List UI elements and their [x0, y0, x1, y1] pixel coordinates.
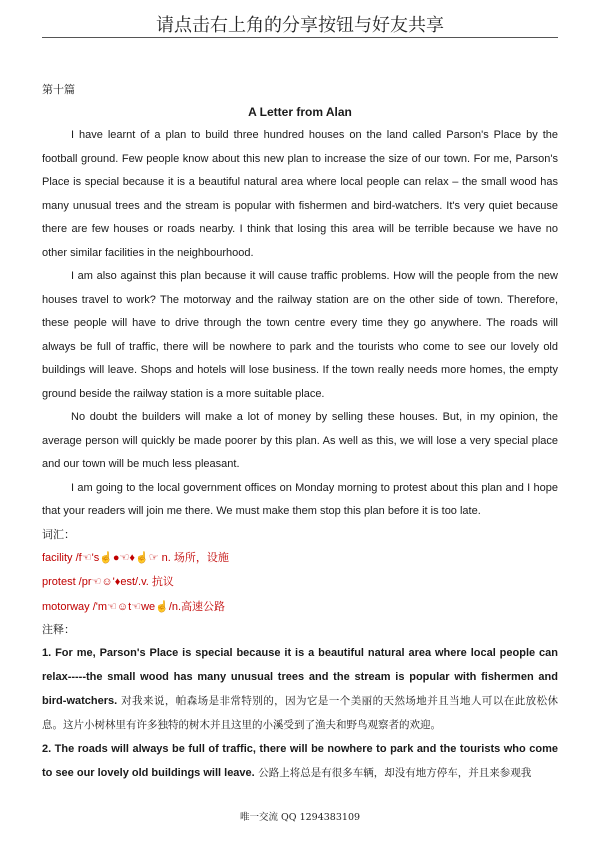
notes-heading: 注释：	[42, 623, 75, 636]
note-chinese: 公路上将总是有很多车辆，却没有地方停车，并且来参观我	[258, 767, 532, 779]
share-instruction: 请点击右上角的分享按钮与好友共享	[156, 15, 444, 36]
paragraph-3: No doubt the builders will make a lot of money by selling these houses. But, in my opinion, the average person will quickly be made poorer by this plan. As well as this, we will lose a very special place and our town will be much less pleasant.	[42, 411, 558, 470]
vocab-meaning: 场所，设施	[173, 550, 229, 564]
share-header	[0, 0, 600, 40]
vocab-meaning: 高速公路	[181, 599, 226, 613]
section-label: 第十篇	[42, 83, 75, 96]
header-divider	[42, 37, 558, 38]
paragraph-2: I am also against this plan because it will cause traffic problems. How will the people from the new houses travel to work? The motorway and the railway station are on the other side of town. Therefore, these people will have to drive through the town centre every time they go anywhere. The roads will always be full of traffic, there will be nowhere to park and the tourists who come to see our lovely old buildings will leave. Shops and hotels will lose business. If the town really needs more homes, the empty ground beside the railway station is a more suitable place.	[42, 270, 558, 400]
note-1	[42, 641, 558, 737]
document-body	[42, 74, 558, 785]
note-english: 1. For me, Parson's Place is special because it is a beautiful natural area where local people can relax-----the small wood has many unusual trees and the stream is popular with fishermen and bird-watchers.	[42, 647, 558, 707]
page-footer: 唯一交流 QQ 1294383109	[239, 812, 361, 823]
note-english: 2. The roads will always be full of traffic, there will be nowhere to park and the tourists who come to see our lovely old buildings will leave.	[42, 743, 558, 779]
vocab-item-motorway	[42, 595, 558, 620]
vocab-word: motorway /'m☜☺t☜we☝/n.	[42, 600, 182, 613]
paragraph-1: I have learnt of a plan to build three hundred houses on the land called Parson's Place by the football ground. Few people know about this new plan to increase the size of our town. For me, Parson's Place is special because it is a beautiful natural area where local people can relax – the small wood has many unusual trees and the stream is popular with fishermen and bird-watchers. It's very quiet because there are few houses or roads nearby. I think that losing this area will be terrible because we have no other similar facilities in the neighbourhood.	[42, 129, 558, 259]
note-chinese: 对我来说，帕森场是非常特别的，因为它是一个美丽的天然场地并且当地人可以在此放松休息。这片小树林里有许多独特的树木并且这里的小溪受到了渔夫和野鸟观察者的欢迎。	[42, 695, 559, 731]
note-2	[42, 737, 558, 785]
vocab-item-facility	[42, 546, 558, 571]
vocab-heading: 词汇：	[42, 527, 75, 541]
vocab-word: protest /pr☜☺'♦est/.v.	[42, 576, 149, 588]
vocab-word: facility /f☜'s☝●☜♦☝☞ n.	[42, 551, 171, 564]
vocab-item-protest	[42, 570, 558, 595]
letter-title: A Letter from Alan	[248, 105, 352, 119]
vocab-meaning: 抗议	[151, 575, 174, 588]
paragraph-4: I am going to the local government offices on Monday morning to protest about this plan and I hope that your readers will join me there. We must make them stop this plan before it is too late.	[42, 481, 558, 517]
